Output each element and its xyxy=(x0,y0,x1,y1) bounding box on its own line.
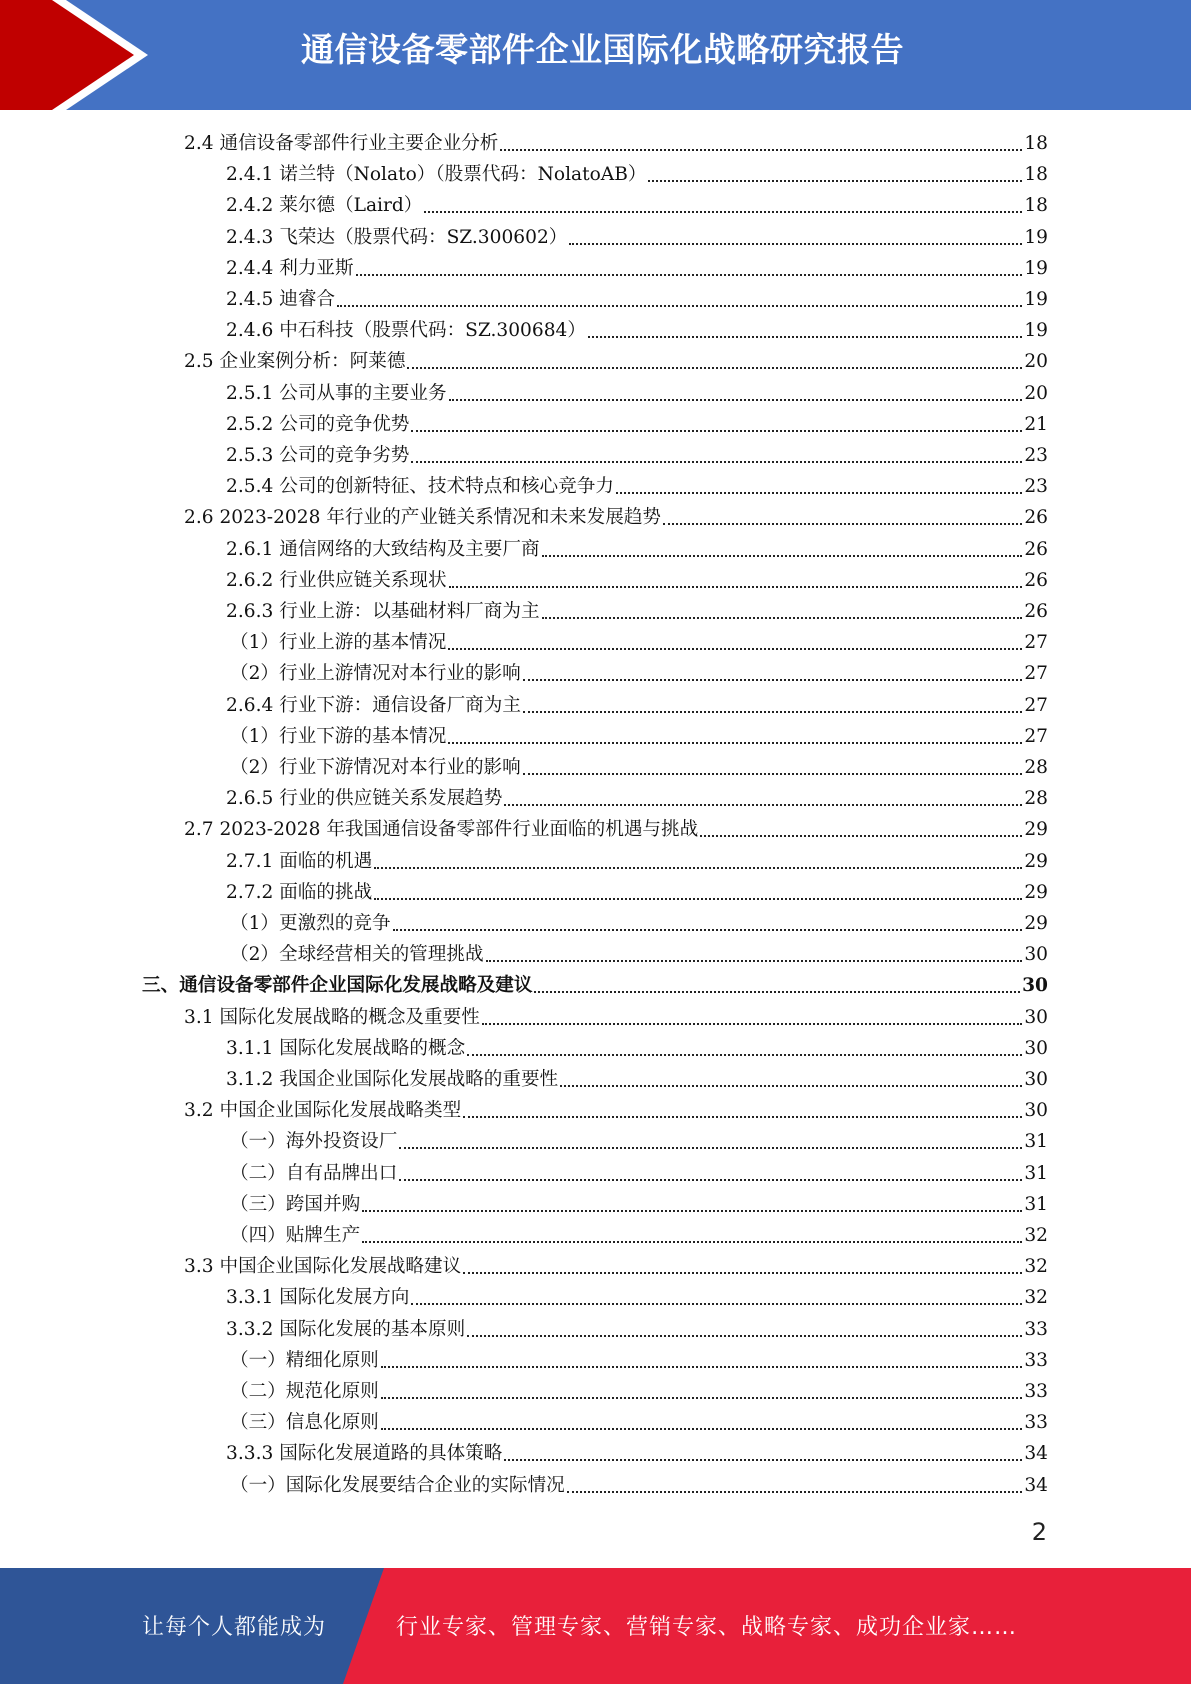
toc-entry-page: 21 xyxy=(1024,414,1048,435)
toc-entry-label: 2.6 2023-2028 年行业的产业链关系情况和未来发展趋势 xyxy=(184,507,662,528)
toc-leader-dots xyxy=(567,1491,1023,1493)
toc-leader-dots xyxy=(411,430,1022,432)
toc-entry[interactable] xyxy=(226,846,1048,877)
toc-entry[interactable] xyxy=(184,814,1048,845)
toc-entry-page: 23 xyxy=(1024,445,1048,466)
toc-leader-dots xyxy=(523,773,1023,775)
toc-entry[interactable] xyxy=(184,128,1048,159)
toc-leader-dots xyxy=(616,492,1022,494)
footer-slogan: 让每个人都能成为 xyxy=(142,1615,327,1640)
toc-entry-page: 34 xyxy=(1024,1443,1048,1464)
toc-entry-label: （2）全球经营相关的管理挑战 xyxy=(230,944,484,965)
toc-entry-page: 29 xyxy=(1024,913,1048,934)
toc-entry-page: 19 xyxy=(1024,258,1048,279)
toc-leader-dots xyxy=(381,1397,1023,1399)
toc-entry[interactable] xyxy=(226,1064,1048,1095)
toc-entry[interactable] xyxy=(226,783,1048,814)
toc-entry[interactable] xyxy=(226,534,1048,565)
toc-entry-page: 27 xyxy=(1024,663,1048,684)
toc-entry[interactable] xyxy=(226,284,1048,315)
toc-entry-label: 3.3.2 国际化发展的基本原则 xyxy=(226,1319,466,1340)
toc-entry-label: 3.1 国际化发展战略的概念及重要性 xyxy=(184,1007,480,1028)
toc-entry-label: 2.4.4 利力亚斯 xyxy=(226,258,354,279)
toc-leader-dots xyxy=(700,835,1022,837)
toc-entry-label: 3.2 中国企业国际化发展战略类型 xyxy=(184,1100,462,1121)
toc-leader-dots xyxy=(448,742,1022,744)
report-header-banner xyxy=(0,0,1191,110)
toc-entry-page: 27 xyxy=(1024,726,1048,747)
toc-entry-page: 29 xyxy=(1024,819,1048,840)
toc-entry-label: 2.7.2 面临的挑战 xyxy=(226,882,373,903)
toc-leader-dots xyxy=(663,523,1022,525)
toc-leader-dots xyxy=(648,180,1022,182)
toc-entry[interactable] xyxy=(226,1282,1048,1313)
toc-entry-label: 3.1.2 我国企业国际化发展战略的重要性 xyxy=(226,1069,559,1090)
toc-leader-dots xyxy=(424,211,1022,213)
toc-entry-label: 2.6.3 行业上游：以基础材料厂商为主 xyxy=(226,601,540,622)
toc-entry-label: （一）精细化原则 xyxy=(230,1350,379,1371)
toc-entry[interactable] xyxy=(230,1470,1048,1501)
report-title: 通信设备零部件企业国际化战略研究报告 xyxy=(301,30,904,69)
toc-entry-label: （四）贴牌生产 xyxy=(230,1225,361,1246)
toc-entry-page: 33 xyxy=(1024,1319,1048,1340)
toc-entry[interactable] xyxy=(226,877,1048,908)
toc-entry[interactable] xyxy=(226,159,1048,190)
toc-leader-dots xyxy=(542,555,1023,557)
toc-entry-label: 2.4.5 迪睿合 xyxy=(226,289,336,310)
toc-leader-dots xyxy=(463,1116,1022,1118)
toc-leader-dots xyxy=(534,991,1020,993)
toc-entry-page: 20 xyxy=(1024,351,1048,372)
toc-entry-page: 31 xyxy=(1024,1194,1048,1215)
toc-entry-label: 2.6.2 行业供应链关系现状 xyxy=(226,570,447,591)
toc-entry-label: 2.4.6 中石科技（股票代码：SZ.300684） xyxy=(226,320,586,341)
toc-entry-page: 18 xyxy=(1024,164,1048,185)
toc-entry[interactable] xyxy=(226,565,1048,596)
toc-entry-label: （1）行业上游的基本情况 xyxy=(230,632,447,653)
toc-entry[interactable] xyxy=(230,1376,1048,1407)
toc-leader-dots xyxy=(362,1241,1022,1243)
toc-entry[interactable] xyxy=(230,1189,1048,1220)
toc-entry-label: 2.6.4 行业下游：通信设备厂商为主 xyxy=(226,695,521,716)
toc-entry-page: 33 xyxy=(1024,1412,1048,1433)
toc-entry-page: 32 xyxy=(1024,1256,1048,1277)
toc-entry-label: （二）自有品牌出口 xyxy=(230,1163,398,1184)
toc-leader-dots xyxy=(374,898,1022,900)
toc-entry[interactable] xyxy=(226,315,1048,346)
toc-leader-dots xyxy=(482,1023,1023,1025)
toc-entry-label: （2）行业上游情况对本行业的影响 xyxy=(230,663,521,684)
toc-leader-dots xyxy=(399,1147,1022,1149)
toc-entry-page: 19 xyxy=(1024,227,1048,248)
page-number: 2 xyxy=(1031,1518,1047,1546)
toc-entry-page: 30 xyxy=(1024,1100,1048,1121)
toc-entry-label: （三）跨国并购 xyxy=(230,1194,361,1215)
toc-leader-dots xyxy=(449,399,1023,401)
toc-entry[interactable] xyxy=(226,190,1048,221)
toc-entry-label: 3.3.1 国际化发展方向 xyxy=(226,1287,410,1308)
toc-entry-page: 34 xyxy=(1024,1475,1048,1496)
toc-entry[interactable] xyxy=(226,1438,1048,1469)
toc-entry[interactable] xyxy=(226,690,1048,721)
toc-leader-dots xyxy=(588,336,1022,338)
toc-leader-dots xyxy=(356,274,1023,276)
toc-entry-page: 28 xyxy=(1024,757,1048,778)
toc-entry-page: 29 xyxy=(1024,851,1048,872)
toc-entry-label: 2.4.1 诺兰特（Nolato）（股票代码：NolatoAB） xyxy=(226,164,647,185)
toc-entry-label: 2.5.2 公司的竞争优势 xyxy=(226,414,410,435)
toc-entry[interactable] xyxy=(230,752,1048,783)
toc-leader-dots xyxy=(337,305,1022,307)
toc-entry[interactable] xyxy=(226,409,1048,440)
toc-entry-page: 26 xyxy=(1024,539,1048,560)
toc-entry-page: 19 xyxy=(1024,289,1048,310)
toc-entry-label: 2.5.4 公司的创新特征、技术特点和核心竞争力 xyxy=(226,476,614,497)
toc-entry-page: 30 xyxy=(1024,1069,1048,1090)
toc-entry[interactable] xyxy=(230,1345,1048,1376)
toc-entry[interactable] xyxy=(230,908,1048,939)
toc-leader-dots xyxy=(449,586,1023,588)
footer-banner xyxy=(0,1568,1191,1684)
toc-entry-page: 30 xyxy=(1022,975,1048,996)
toc-leader-dots xyxy=(523,711,1022,713)
toc-leader-dots xyxy=(500,149,1022,151)
toc-entry-page: 26 xyxy=(1024,507,1048,528)
toc-leader-dots xyxy=(381,1366,1023,1368)
toc-entry-page: 19 xyxy=(1024,320,1048,341)
toc-entry-page: 30 xyxy=(1024,1007,1048,1028)
toc-entry-label: （1）行业下游的基本情况 xyxy=(230,726,447,747)
toc-entry[interactable] xyxy=(226,596,1048,627)
toc-entry[interactable] xyxy=(226,440,1048,471)
toc-leader-dots xyxy=(407,367,1022,369)
toc-entry-label: 2.4 通信设备零部件行业主要企业分析 xyxy=(184,133,499,154)
toc-entry[interactable] xyxy=(230,1407,1048,1438)
toc-entry-page: 31 xyxy=(1024,1163,1048,1184)
toc-entry-page: 30 xyxy=(1024,1038,1048,1059)
toc-entry-label: 3.1.1 国际化发展战略的概念 xyxy=(226,1038,466,1059)
toc-entry-page: 23 xyxy=(1024,476,1048,497)
toc-leader-dots xyxy=(374,867,1022,869)
toc-leader-dots xyxy=(569,243,1022,245)
toc-entry-label: 2.6.5 行业的供应链关系发展趋势 xyxy=(226,788,503,809)
toc-entry[interactable] xyxy=(230,721,1048,752)
toc-entry[interactable] xyxy=(230,939,1048,970)
toc-entry-page: 18 xyxy=(1024,195,1048,216)
toc-entry-page: 20 xyxy=(1024,383,1048,404)
toc-entry-page: 32 xyxy=(1024,1225,1048,1246)
toc-entry[interactable] xyxy=(184,1251,1048,1282)
toc-entry-label: 3.3 中国企业国际化发展战略建议 xyxy=(184,1256,462,1277)
toc-leader-dots xyxy=(523,679,1023,681)
toc-entry[interactable] xyxy=(226,253,1048,284)
toc-entry[interactable] xyxy=(230,1126,1048,1157)
toc-leader-dots xyxy=(448,648,1022,650)
toc-entry[interactable] xyxy=(230,1220,1048,1251)
toc-entry[interactable] xyxy=(226,471,1048,502)
toc-entry-page: 27 xyxy=(1024,632,1048,653)
toc-entry[interactable] xyxy=(226,1314,1048,1345)
toc-entry[interactable] xyxy=(184,1095,1048,1126)
toc-leader-dots xyxy=(463,1272,1022,1274)
toc-entry-label: 2.7 2023-2028 年我国通信设备零部件行业面临的机遇与挑战 xyxy=(184,819,699,840)
toc-entry-label: （二）规范化原则 xyxy=(230,1381,379,1402)
toc-entry-page: 33 xyxy=(1024,1381,1048,1402)
toc-entry-label: 2.5 企业案例分析：阿莱德 xyxy=(184,351,406,372)
toc-leader-dots xyxy=(486,960,1023,962)
toc-entry[interactable] xyxy=(226,378,1048,409)
toc-entry-label: 2.4.3 飞荣达（股票代码：SZ.300602） xyxy=(226,227,568,248)
toc-leader-dots xyxy=(467,1335,1022,1337)
toc-entry-label: 三、通信设备零部件企业国际化发展战略及建议 xyxy=(142,975,533,996)
toc-entry[interactable] xyxy=(184,1002,1048,1033)
toc-entry-page: 32 xyxy=(1024,1287,1048,1308)
toc-entry[interactable] xyxy=(230,1158,1048,1189)
toc-entry-page: 29 xyxy=(1024,882,1048,903)
toc-entry-page: 33 xyxy=(1024,1350,1048,1371)
footer-roles: 行业专家、管理专家、营销专家、战略专家、成功企业家…… xyxy=(396,1615,1018,1640)
toc-leader-dots xyxy=(504,1459,1022,1461)
toc-entry-page: 27 xyxy=(1024,695,1048,716)
toc-entry[interactable] xyxy=(142,970,1048,1001)
toc-leader-dots xyxy=(393,929,1023,931)
toc-entry[interactable] xyxy=(184,346,1048,377)
toc-entry[interactable] xyxy=(184,502,1048,533)
toc-entry-page: 26 xyxy=(1024,570,1048,591)
toc-leader-dots xyxy=(542,617,1023,619)
toc-entry-label: （1）更激烈的竞争 xyxy=(230,913,391,934)
toc-leader-dots xyxy=(362,1210,1022,1212)
toc-entry[interactable] xyxy=(230,658,1048,689)
toc-entry[interactable] xyxy=(226,222,1048,253)
toc-leader-dots xyxy=(504,804,1022,806)
toc-leader-dots xyxy=(411,1303,1022,1305)
toc-entry-label: 3.3.3 国际化发展道路的具体策略 xyxy=(226,1443,503,1464)
toc-leader-dots xyxy=(560,1085,1022,1087)
toc-entry-label: （一）海外投资设厂 xyxy=(230,1131,398,1152)
toc-entry-label: 2.6.1 通信网络的大致结构及主要厂商 xyxy=(226,539,540,560)
toc-entry[interactable] xyxy=(230,627,1048,658)
toc-entry-page: 28 xyxy=(1024,788,1048,809)
toc-entry-label: 2.4.2 莱尔德（Laird） xyxy=(226,195,423,216)
toc-entry-label: （2）行业下游情况对本行业的影响 xyxy=(230,757,521,778)
toc-entry-label: 2.5.1 公司从事的主要业务 xyxy=(226,383,447,404)
toc-entry-label: （一）国际化发展要结合企业的实际情况 xyxy=(230,1475,565,1496)
toc-entry-label: 2.5.3 公司的竞争劣势 xyxy=(226,445,410,466)
toc-entry[interactable] xyxy=(226,1033,1048,1064)
toc-leader-dots xyxy=(411,461,1022,463)
toc-leader-dots xyxy=(381,1428,1023,1430)
toc-leader-dots xyxy=(399,1179,1022,1181)
toc-entry-page: 18 xyxy=(1024,133,1048,154)
toc-entry-label: 2.7.1 面临的机遇 xyxy=(226,851,373,872)
toc-entry-page: 30 xyxy=(1024,944,1048,965)
toc-entry-label: （三）信息化原则 xyxy=(230,1412,379,1433)
toc-leader-dots xyxy=(467,1054,1022,1056)
toc-entry-page: 26 xyxy=(1024,601,1048,622)
toc-entry-page: 31 xyxy=(1024,1131,1048,1152)
